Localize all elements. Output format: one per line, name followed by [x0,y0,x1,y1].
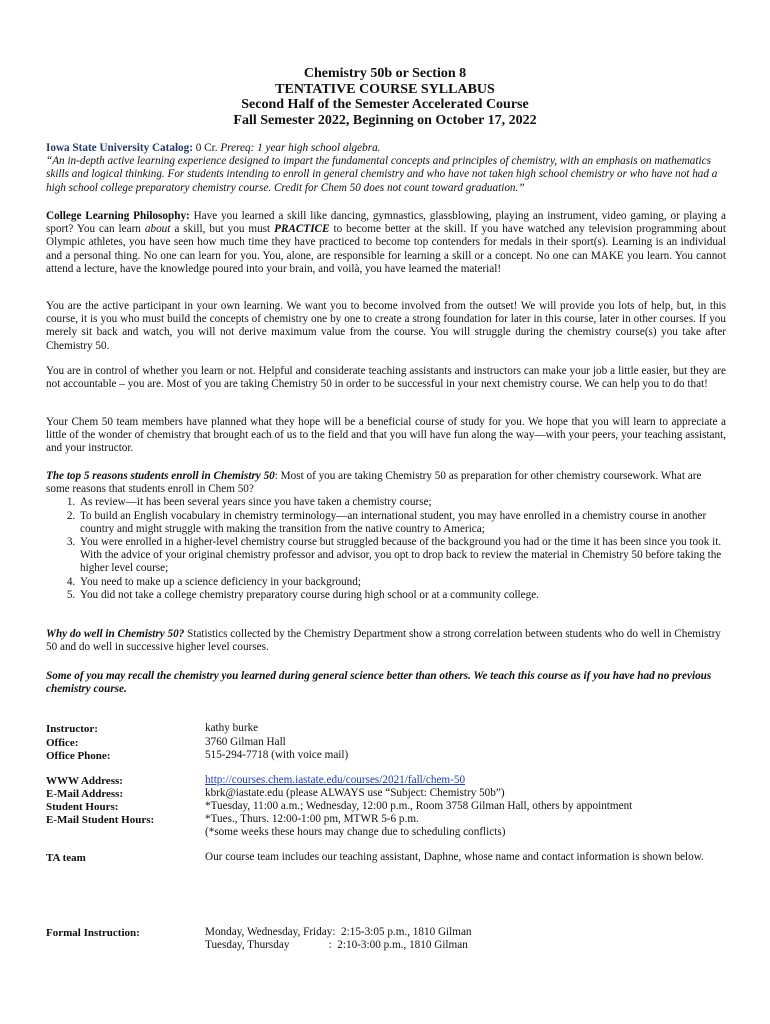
philosophy-text: a skill, but you must [170,223,275,236]
instructor-label: Instructor: [46,723,98,735]
philosophy-emphasis-about: about [144,223,171,236]
instructor-name: kathy burke [205,722,259,734]
do-well-text: Statistics collected by the Chemistry Department show a strong correlation between students who do well in Chemistry 50 and do well in successive higher level courses. [46,628,721,654]
philosophy-text: to become better at the skill. If you have watched any television programming about Olympic athletes, you have seen how much time they have practiced to become top contenders for medals in their sport(s). Learning is an individual and a personal thing. No one can learn for you. You, alone, are responsible for learning a skill or a concept. No one can MAKE you learn. You cannot attend a lecture, have the knowledge poured into your brain, and voilà, you have learned the material! [46,223,727,275]
student-hours-label: Student Hours: [46,801,119,813]
top5-intro: : Most of you are taking Chemistry 50 as preparation for other chemistry coursework. What are some reasons that students enroll in Chem 50? [46,470,702,496]
philosophy-label: College Learning Philosophy: [46,210,190,222]
www-label: WWW Address: [46,775,123,787]
title-line-1: Chemistry 50b or Section 8 [303,66,467,81]
top5-section [46,470,726,602]
top5-heading: The top 5 reasons students enroll in Chemistry 50 [46,470,275,482]
catalog-label: Iowa State University Catalog: [46,142,193,154]
course-website-link[interactable]: http://courses.chem.iastate.edu/courses/2021/fall/chem-50 [205,774,466,786]
email-hours-label: E-Mail Student Hours: [46,814,155,826]
email-hours: *Tues., Thurs. 12:00-1:00 pm, MTWR 5-6 p.m. [205,813,419,825]
catalog-description: “An in-depth active learning experience designed to impart the fundamental concepts and principles of chemistry, with an emphasis on mathematics skills and logical thinking. For students intending to enroll in general chemistry and who have not taken high school chemistry or who have not had a high school college preparatory chemistry course. Credit for Chem 50 does not count toward graduation.” [46,155,718,194]
recall-paragraph: Some of you may recall the chemistry you learned during general science better than others. We teach this course as if you have had no previous chemistry course. [46,670,712,696]
ta-team-label: TA team [46,852,86,864]
active-participant-paragraph: You are the active participant in your own learning. We want you to become involved from the outset! We will provide you lots of help, but, in this course, it is you who must build the concepts of chemistry one by one to create a strong foundation for later in this course, later in other courses. If you merely sit back and watch, you will not derive maximum value from the course. You will struggle during the chemistry course(s) you take after Chemistry 50. [46,300,726,352]
list-item: 2. To build an English vocabulary in chemistry terminology—an international student, you may have enrolled in a chemistry course in another country and might struggle with making the transition from the native country to America; [78,510,726,536]
email-address: kbrk@iastate.edu (please ALWAYS use “Subject: Chemistry 50b”) [205,787,505,799]
formal-instruction-label: Formal Instruction: [46,927,140,939]
philosophy-text: Have you learned a skill like dancing, gymnastics, glassblowing, playing an instrument, video gaming, or playing a sport? You can learn [46,210,726,236]
formal-schedule-tth: Tuesday, Thursday : 2:10-3:00 p.m., 1810 Gilman [205,939,468,951]
do-well-heading: Why do well in Chemistry 50? [46,628,185,640]
catalog-credit: 0 Cr. [192,142,221,154]
hours-note: (*some weeks these hours may change due to scheduling conflicts) [205,826,506,838]
philosophy-paragraph [46,210,726,276]
title-line-4: Fall Semester 2022, Beginning on October 17, 2022 [233,112,537,128]
office-phone: 515-294-7718 (with voice mail) [205,749,349,761]
list-item: 4. You need to make up a science deficiency in your background; [78,576,726,589]
office-location: 3760 Gilman Hall [205,736,286,748]
catalog-prereq: Prereq: 1 year high school algebra. [220,142,381,154]
title-line-2: TENTATIVE COURSE SYLLABUS [275,81,495,97]
office-label: Office: [46,737,79,749]
title-line-3: Second Half of the Semester Accelerated Course [241,97,529,112]
catalog-section [46,142,726,195]
office-phone-label: Office Phone: [46,750,111,762]
list-item: 3. You were enrolled in a higher-level chemistry course but struggled because of the background you had or the time it has been since you took it. With the advice of your original chemistry professor and advisor, you opt to drop back to review the material in Chemistry 50 before taking the higher level course; [78,536,726,576]
reasons-list [46,496,726,602]
email-label: E-Mail Address: [46,788,124,800]
philosophy-emphasis-practice: PRACTICE [274,223,330,236]
list-item: 1. As review—it has been several years since you have taken a chemistry course; [78,496,726,509]
do-well-paragraph [46,628,726,654]
team-paragraph: Your Chem 50 team members have planned what they hope will be a beneficial course of study for you. We hope that you will learn to appreciate a little of the wonder of chemistry that brought each of us to the field and that you will have fun along the way—with your peers, your teaching assistant, and your instructor. [46,416,726,455]
formal-schedule-mwf: Monday, Wednesday, Friday: 2:15-3:05 p.m., 1810 Gilman [205,926,472,938]
list-item: 5. You did not take a college chemistry preparatory course during high school or at a community college. [78,589,726,602]
control-paragraph: You are in control of whether you learn or not. Helpful and considerate teaching assistants and instructors can make your job a little easier, but they are not accountable – you are. Most of you are taking Chemistry 50 in order to be successful in your next chemistry course. We can help you to do that! [46,365,726,391]
ta-team-text: Our course team includes our teaching assistant, Daphne, whose name and contact information is shown below. [205,851,704,863]
syllabus-title [0,66,770,128]
student-hours: *Tuesday, 11:00 a.m.; Wednesday, 12:00 p.m., Room 3758 Gilman Hall, others by appointment [205,800,633,812]
